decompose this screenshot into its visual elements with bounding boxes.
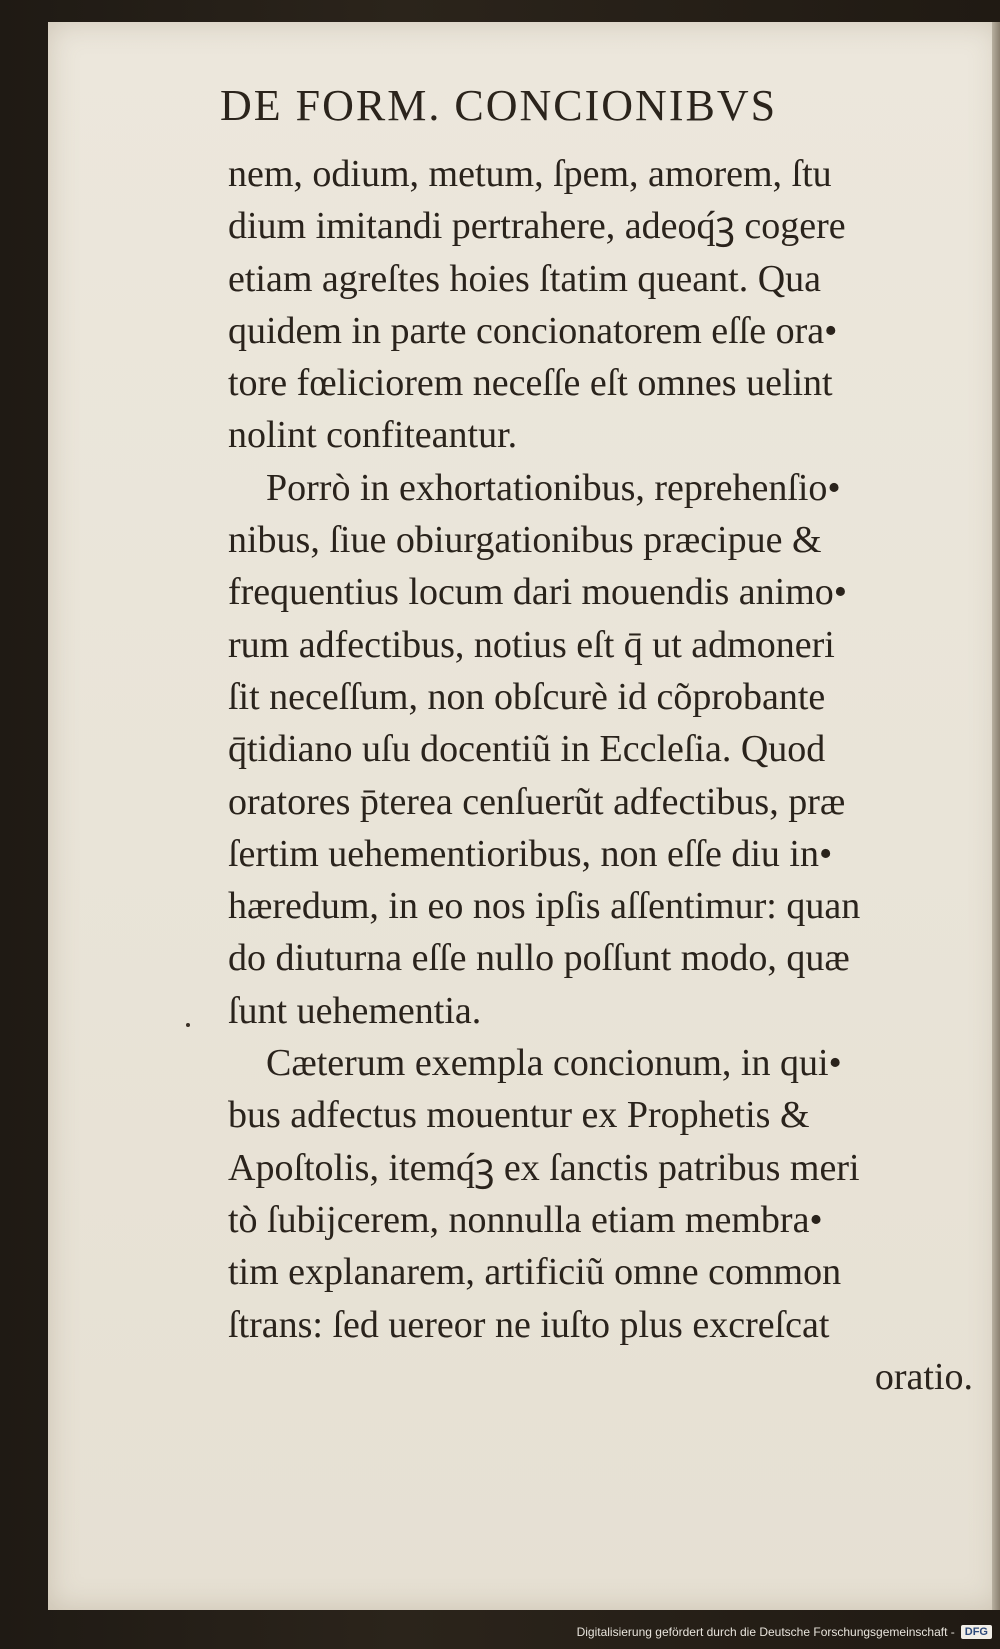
text-line: ſunt uehementia. [228, 989, 482, 1032]
text-line: q̄tidiano uſu docentiũ in Eccleſia. Quod [228, 728, 826, 771]
ink-speck [186, 1023, 190, 1027]
page-body [228, 148, 973, 1403]
final-line: oratio. [874, 1355, 973, 1398]
text-line: ſit neceſſum, non obſcurè id cõprobante [228, 675, 826, 718]
running-header: DE FORM. CONCIONIBVS [220, 81, 778, 130]
text-line: Apoſtolis, itemq́ꝫ ex ſanctis patribus meri [228, 1146, 860, 1189]
text-line: oratores p̄terea cenſuerũt adfectibus, præ [228, 780, 846, 823]
text-line: nolint confiteantur. [228, 414, 518, 457]
text-line: quidem in parte concionatorem eſſe ora• [228, 309, 838, 352]
credit-text: Digitalisierung gefördert durch die Deutsche Forschungsgemeinschaft - [576, 1625, 955, 1639]
text-line: nibus, ſiue obiurgationibus præcipue & [228, 519, 822, 562]
text-line: Porrò in exhortationibus, reprehenſio• [228, 466, 841, 509]
text-line: tò ſubijcerem, nonnulla etiam membra• [228, 1198, 823, 1241]
text-line: rum adfectibus, notius eſt q̄ ut admoneri [228, 623, 835, 666]
text-line: do diuturna eſſe nullo poſſunt modo, quæ [228, 937, 850, 980]
text-line: ſtrans: ſed uereor ne iuſto plus excreſcat [228, 1303, 830, 1346]
dfg-logo: DFG [961, 1625, 992, 1639]
text-line: hæredum, in eo nos ipſis aſſentimur: quan [228, 885, 861, 928]
text-line: Cæterum exempla concionum, in qui• [228, 1042, 842, 1085]
text-line: frequentius locum dari mouendis animo• [228, 571, 848, 614]
page-edge [992, 22, 1000, 1610]
text-line: nem, odium, metum, ſpem, amorem, ſtu [228, 153, 832, 195]
text-line: tim explanarem, artificiũ omne common [228, 1251, 842, 1294]
text-line: etiam agreſtes hoies ſtatim queant. Qua [228, 257, 822, 300]
text-line: dium imitandi pertrahere, adeoq́ꝫ cogere [228, 205, 846, 248]
text-line: bus adfectus mouentur ex Prophetis & [228, 1094, 810, 1137]
text-line: ſertim uehementioribus, non eſſe diu in• [228, 832, 833, 875]
text-line: tore fœliciorem neceſſe eſt omnes uelint [228, 362, 833, 405]
digitization-credit [577, 1619, 992, 1645]
